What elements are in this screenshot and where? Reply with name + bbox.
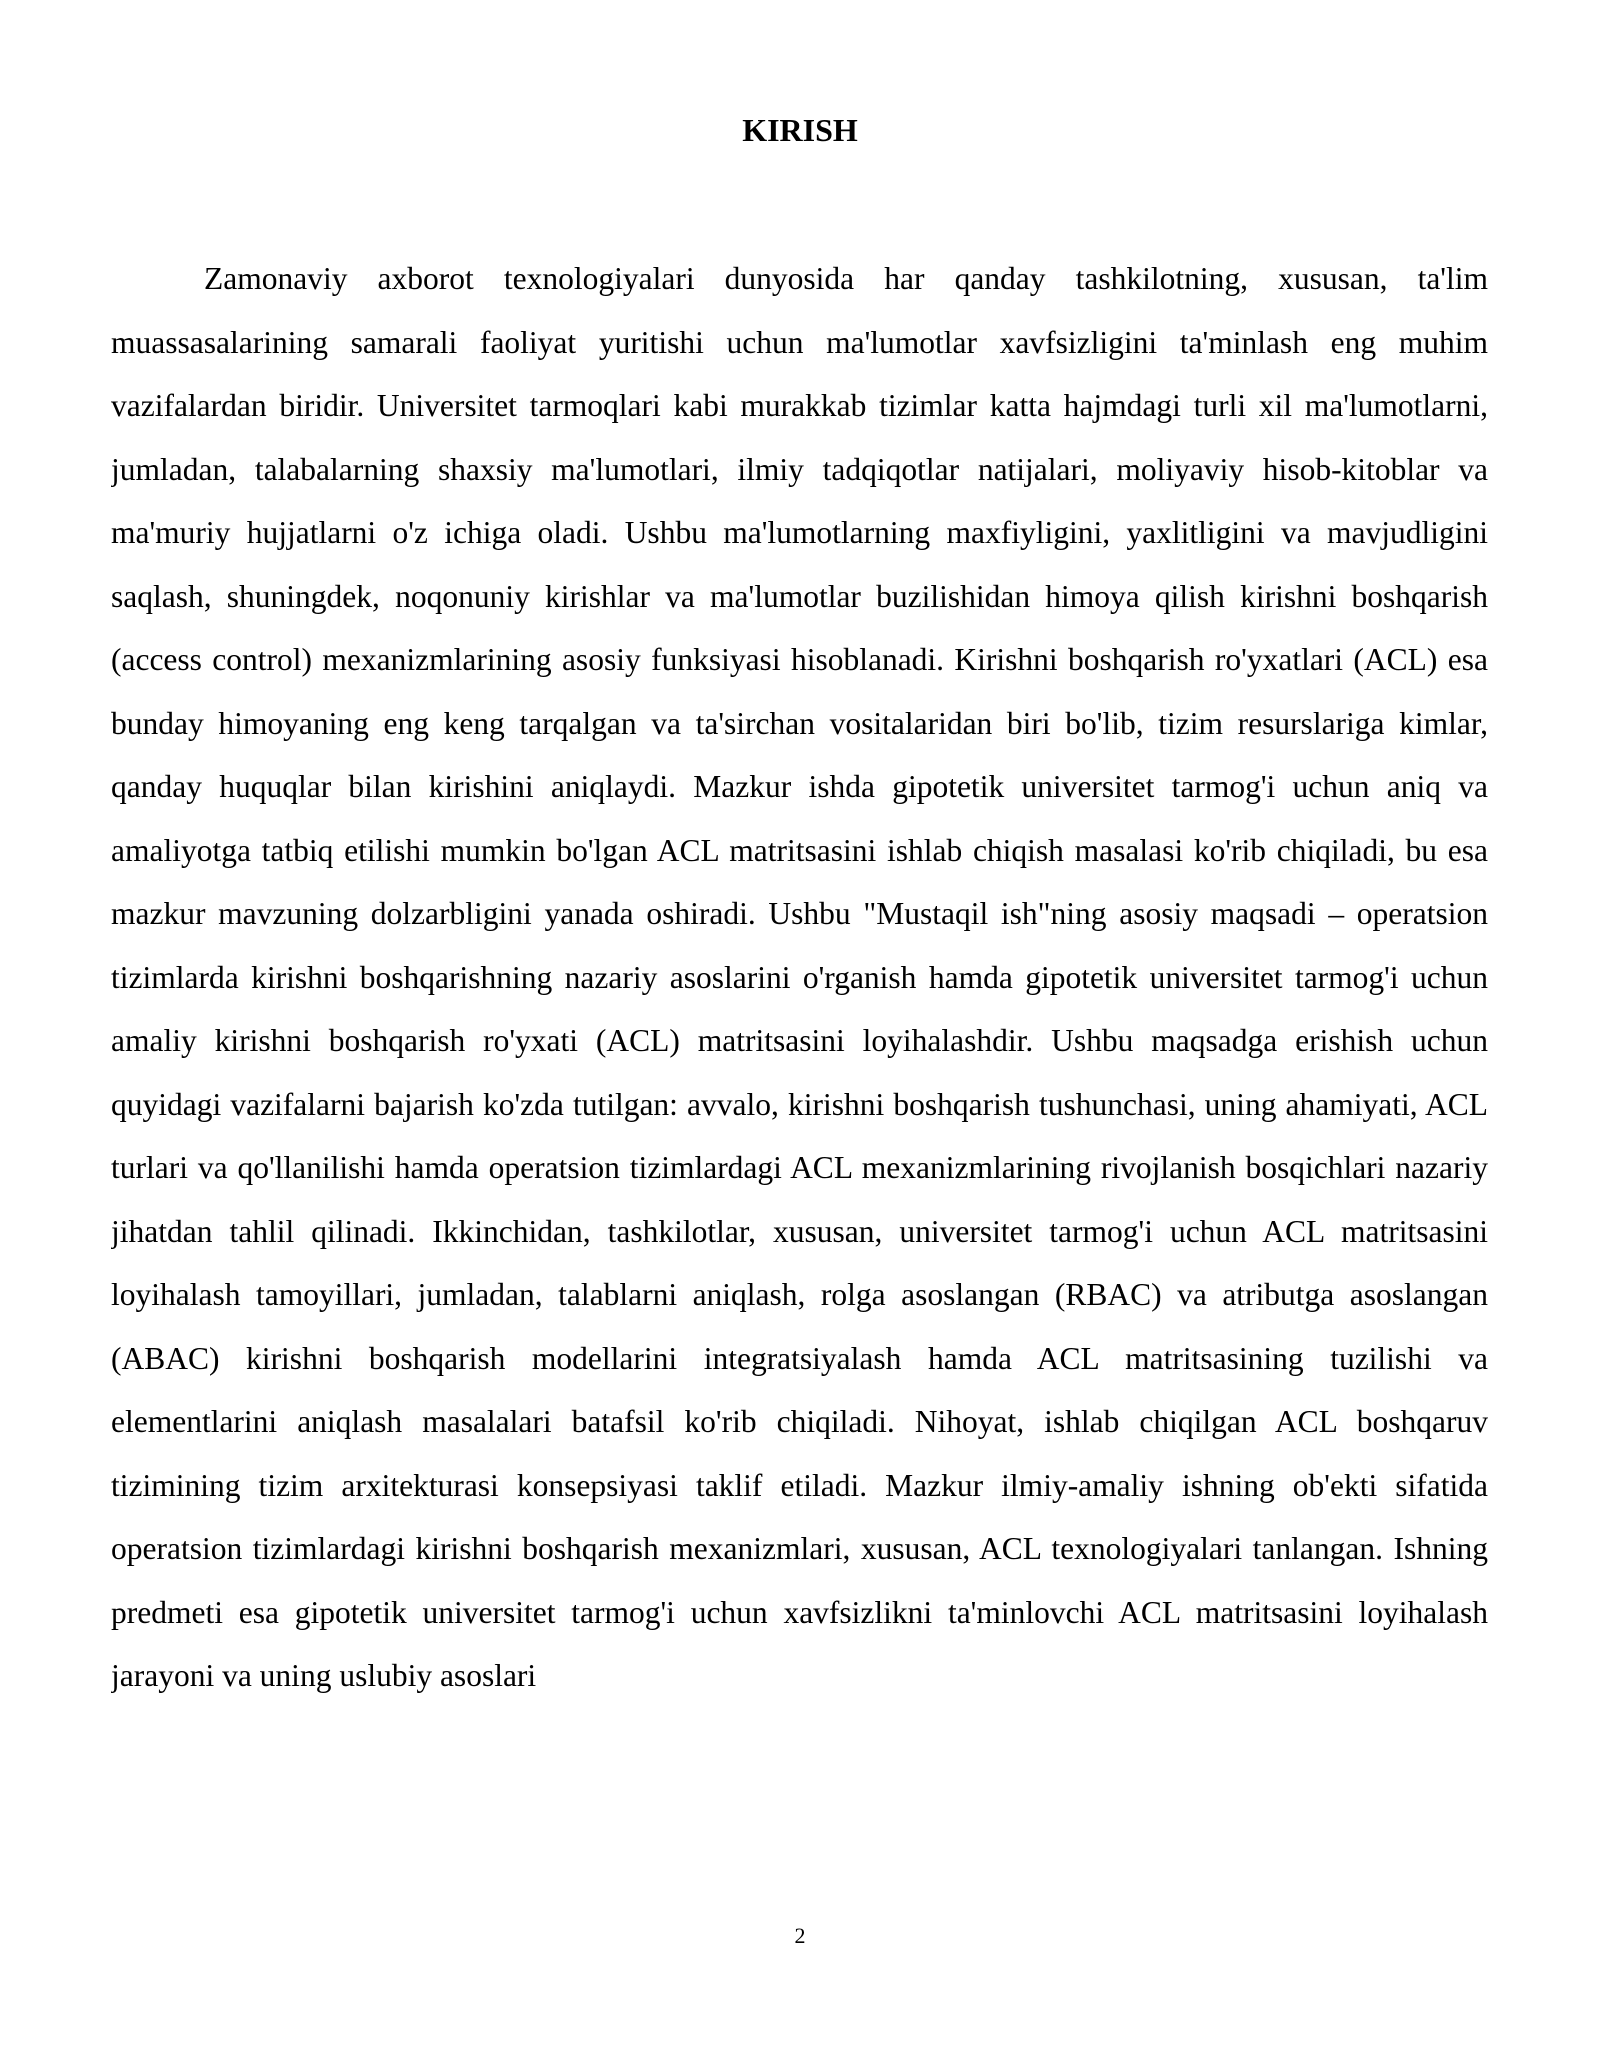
page-number: 2 (794, 1923, 806, 1948)
body-paragraph: Zamonaviy axborot texnologiyalari dunyosida har qanday tashkilotning, xususan, ta'lim muassasalarining samarali faoliyat yuritishi uchun ma'lumotlar xavfsizligini ta'minlash eng muhim vazifalardan biridir. Universitet tarmoqlari kabi murakkab tizimlar katta hajmdagi turli xil ma'lumotlarni, jumladan, talabalarning shaxsiy ma'lumotlari, ilmiy tadqiqotlar natijalari, moliyaviy hisob-kitoblar va ma'muriy hujjatlarni o'z ichiga oladi. Ushbu ma'lumotlarning maxfiyligini, yaxlitligini va mavjudligini saqlash, shuningdek, noqonuniy kirishlar va ma'lumotlar buzilishidan himoya qilish kirishni boshqarish (access control) mexanizmlarining asosiy funksiyasi hisoblanadi. Kirishni boshqarish ro'yxatlari (ACL) esa bunday himoyaning eng keng tarqalgan va ta'sirchan vositalaridan biri bo'lib, tizim resurslariga kimlar, qanday huquqlar bilan kirishini aniqlaydi. Mazkur ishda gipotetik universitet tarmog'i uchun aniq va amaliyotga tatbiq etilishi mumkin bo'lgan ACL matritsasini ishlab chiqish masalasi ko'rib chiqiladi, bu esa mazkur mavzuning dolzarbligini yanada oshiradi. Ushbu "Mustaqil ish"ning asosiy maqsadi – operatsion tizimlarda kirishni boshqarishning nazariy asoslarini o'rganish hamda gipotetik universitet tarmog'i uchun amaliy kirishni boshqarish ro'yxati (ACL) matritsasini loyihalashdir. Ushbu maqsadga erishish uchun quyidagi vazifalarni bajarish ko'zda tutilgan: avvalo, kirishni boshqarish tushunchasi, uning ahamiyati, ACL turlari va qo'llanilishi hamda operatsion tizimlardagi ACL mexanizmlarining rivojlanish bosqichlari nazariy jihatdan tahlil qilinadi. Ikkinchidan, tashkilotlar, xususan, universitet tarmog'i uchun ACL matritsasini loyihalash tamoyillari, jumladan, talablarni aniqlash, rolga asoslangan (RBAC) va atributga asoslangan (ABAC) kirishni boshqarish modellarini integratsiyalash hamda ACL matritsasining tuzilishi va elementlarini aniqlash masalalari batafsil ko'rib chiqiladi. Nihoyat, ishlab chiqilgan ACL boshqaruv tizimining tizim arxitekturasi konsepsiyasi taklif etiladi. Mazkur ilmiy-amaliy ishning ob'ekti sifatida operatsion tizimlardagi kirishni boshqarish mexanizmlari, xususan, ACL texnologiyalari tanlangan. Ishning predmeti esa gipotetik universitet tarmog'i uchun xavfsizlikni ta'minlovchi ACL matritsasini loyihalash jarayoni va uning uslubiy asoslari (111, 261, 1488, 1693)
page-title: KIRISH (742, 112, 858, 148)
